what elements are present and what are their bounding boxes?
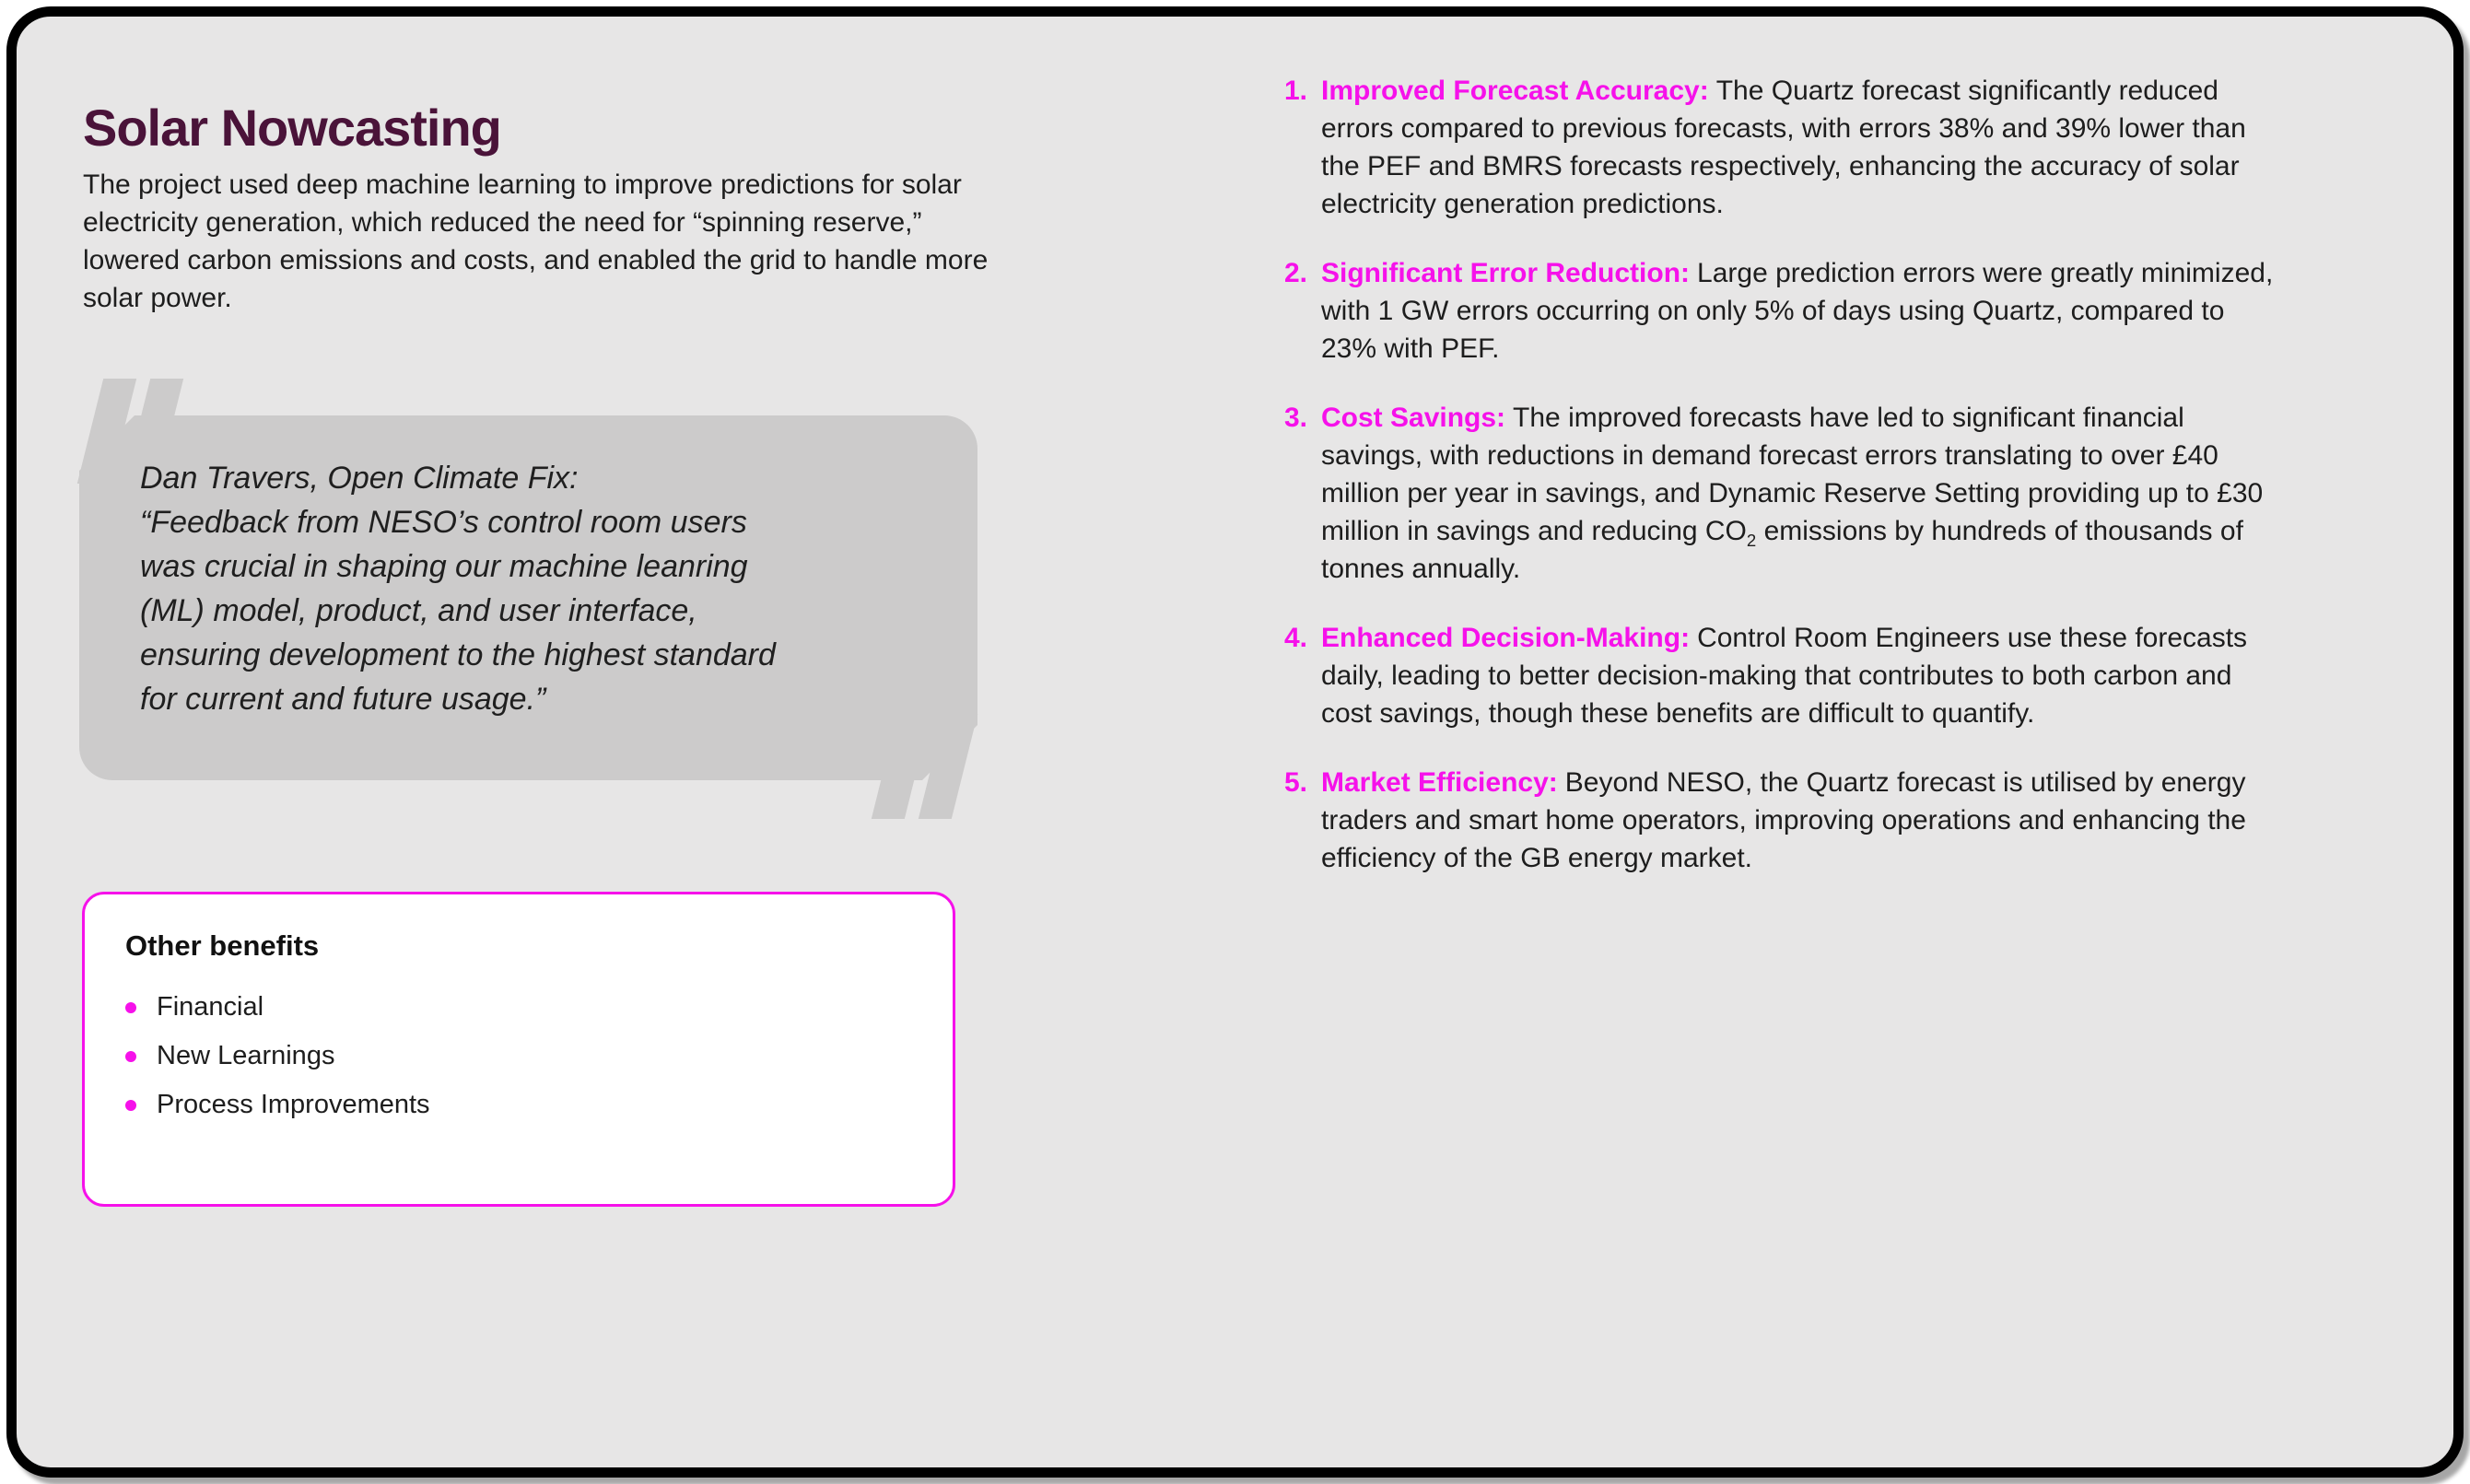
quote-attribution: Dan Travers, Open Climate Fix: (140, 461, 579, 496)
quote-text-wrap (140, 456, 785, 721)
item-body: The Quartz forecast significantly reduced errors compared to previous forecasts, with errors 38% and 39% lower than the PEF and BMRS forecasts respectively, enhancing the accuracy of solar electricity generation predictions. (1321, 76, 2246, 219)
card-inner (17, 17, 2453, 1467)
item-number: 3. (1284, 403, 1308, 433)
item-heading: Market Efficiency: (1321, 767, 1558, 798)
item-body-before-sub: The improved forecasts have led to significant financial savings, with reductions in demand forecast errors translating to over £40 million per year in savings, and Dynamic Reserve Setting providing up to £30 million in savings and reducing CO (1321, 403, 2264, 546)
bullet-dot-icon (125, 1100, 136, 1111)
other-benefits-box (82, 892, 955, 1207)
quote-bubble (79, 415, 977, 780)
list-item (1284, 764, 2284, 877)
item-number: 4. (1284, 623, 1308, 653)
item-body: Control Room Engineers use these forecasts daily, leading to better decision-making that contributes to both carbon and cost savings, though these benefits are difficult to quantify. (1321, 623, 2248, 729)
list-item (1284, 399, 2284, 588)
benefit-label: New Learnings (157, 1041, 335, 1070)
item-body: Large prediction errors were greatly minimized, with 1 GW errors occurring on only 5% of days using Quartz, compared to 23% with PEF. (1321, 258, 2274, 364)
item-heading: Enhanced Decision-Making: (1321, 623, 1691, 653)
list-item (1284, 619, 2284, 732)
list-item (1284, 72, 2284, 223)
benefits-list (125, 983, 430, 1129)
benefit-label: Process Improvements (157, 1090, 430, 1119)
list-item (125, 1081, 430, 1129)
list-item (1284, 254, 2284, 368)
item-number: 1. (1284, 76, 1308, 106)
content-card (6, 6, 2464, 1478)
bullet-dot-icon (125, 1051, 136, 1062)
item-body: Beyond NESO, the Quartz forecast is utilised by energy traders and smart home operators, improving operations and enhancing the efficiency of the GB energy market. (1321, 767, 2246, 873)
bullet-dot-icon (125, 1002, 136, 1013)
intro-paragraph: The project used deep machine learning to improve predictions for solar electricity generation, which reduced the need for “spinning reserve,” lowered carbon emissions and costs, and enabled the grid to handle more solar power. (83, 169, 989, 313)
item-heading: Significant Error Reduction: (1321, 258, 1691, 288)
item-heading: Improved Forecast Accuracy: (1321, 76, 1709, 106)
quote-text: “Feedback from NESO’s control room users was crucial in shaping our machine leanring (ML) model, product, and user interface, ensuring development to the highest standard for current and future usage.” (140, 505, 776, 717)
key-points-list (1284, 72, 2284, 908)
page-title: Solar Nowcasting (83, 98, 501, 157)
co2-subscript: 2 (1746, 531, 1757, 550)
item-number: 5. (1284, 767, 1308, 798)
list-item (125, 983, 430, 1032)
item-number: 2. (1284, 258, 1308, 288)
benefits-title: Other benefits (125, 929, 320, 962)
item-heading: Cost Savings: (1321, 403, 1506, 433)
list-item (125, 1032, 430, 1081)
benefit-label: Financial (157, 992, 264, 1022)
close-quote-icon (884, 714, 965, 819)
item-body-after-sub: emissions by hundreds of thousands of tonnes annually. (1321, 516, 2243, 584)
